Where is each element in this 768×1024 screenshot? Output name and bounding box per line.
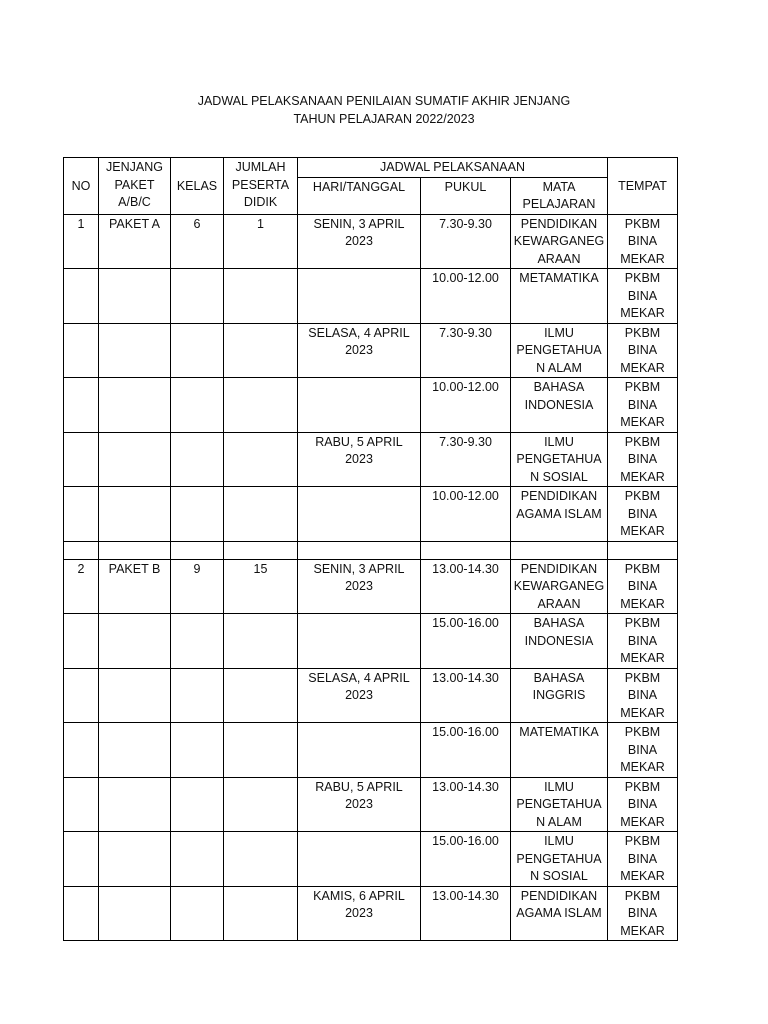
cell-pukul: 15.00-16.00 — [421, 614, 511, 669]
cell-pukul: 13.00-14.30 — [421, 668, 511, 723]
cell-pukul: 15.00-16.00 — [421, 723, 511, 778]
cell-kelas: 9 — [171, 559, 224, 614]
cell-jumlah — [224, 723, 298, 778]
table-row — [64, 886, 678, 941]
table-row — [64, 777, 678, 832]
cell-paket — [99, 378, 171, 433]
document-subtitle: TAHUN PELAJARAN 2022/2023 — [293, 112, 475, 126]
cell-jumlah — [224, 614, 298, 669]
cell-tempat: PKBM BINA MEKAR — [608, 614, 678, 669]
cell-no: 1 — [64, 214, 99, 269]
header-jenjang: JENJANG PAKET A/B/C — [99, 158, 171, 215]
cell-pukul: 7.30-9.30 — [421, 432, 511, 487]
cell-kelas — [171, 723, 224, 778]
cell-pukul: 10.00-12.00 — [421, 378, 511, 433]
cell-tempat: PKBM BINA MEKAR — [608, 777, 678, 832]
table-row — [64, 559, 678, 614]
cell-paket — [99, 832, 171, 887]
table-row — [64, 214, 678, 269]
cell-mapel: PENDIDIKAN KEWARGANEG ARAAN — [511, 214, 608, 269]
cell-hari: RABU, 5 APRIL 2023 — [298, 777, 421, 832]
header-jadwal: JADWAL PELAKSANAAN — [298, 158, 608, 178]
table-row — [64, 487, 678, 542]
cell-no: 2 — [64, 559, 99, 614]
cell-tempat: PKBM BINA MEKAR — [608, 378, 678, 433]
header-kelas: KELAS — [171, 158, 224, 215]
cell-mapel: METAMATIKA — [511, 269, 608, 324]
cell-hari: SELASA, 4 APRIL 2023 — [298, 668, 421, 723]
cell-kelas — [171, 614, 224, 669]
cell-jumlah — [224, 668, 298, 723]
document-title: JADWAL PELAKSANAAN PENILAIAN SUMATIF AKHIR JENJANG — [197, 94, 571, 108]
cell-pukul: 13.00-14.30 — [421, 559, 511, 614]
cell-mapel: PENDIDIKAN KEWARGANEG ARAAN — [511, 559, 608, 614]
cell-kelas — [171, 668, 224, 723]
cell-hari — [298, 378, 421, 433]
cell-mapel: BAHASA INDONESIA — [511, 378, 608, 433]
table-row — [64, 614, 678, 669]
cell-empty — [171, 541, 224, 559]
cell-pukul: 7.30-9.30 — [421, 214, 511, 269]
cell-no — [64, 432, 99, 487]
cell-no — [64, 832, 99, 887]
cell-empty — [421, 541, 511, 559]
cell-no — [64, 378, 99, 433]
cell-hari — [298, 614, 421, 669]
cell-paket — [99, 723, 171, 778]
header-hari: HARI/TANGGAL — [298, 177, 421, 214]
spacer-row — [64, 541, 678, 559]
table-row — [64, 323, 678, 378]
cell-mapel: ILMU PENGETAHUA N ALAM — [511, 777, 608, 832]
cell-no — [64, 886, 99, 941]
cell-hari — [298, 723, 421, 778]
cell-pukul: 10.00-12.00 — [421, 487, 511, 542]
cell-jumlah: 15 — [224, 559, 298, 614]
header-no: NO — [64, 158, 99, 215]
cell-paket: PAKET B — [99, 559, 171, 614]
cell-empty — [511, 541, 608, 559]
cell-paket — [99, 269, 171, 324]
cell-tempat: PKBM BINA MEKAR — [608, 323, 678, 378]
cell-kelas — [171, 432, 224, 487]
cell-jumlah — [224, 378, 298, 433]
cell-no — [64, 777, 99, 832]
header-tempat: TEMPAT — [608, 158, 678, 215]
cell-pukul: 13.00-14.30 — [421, 886, 511, 941]
cell-tempat: PKBM BINA MEKAR — [608, 214, 678, 269]
cell-no — [64, 269, 99, 324]
cell-tempat: PKBM BINA MEKAR — [608, 432, 678, 487]
cell-hari: RABU, 5 APRIL 2023 — [298, 432, 421, 487]
cell-kelas — [171, 777, 224, 832]
cell-jumlah: 1 — [224, 214, 298, 269]
cell-tempat: PKBM BINA MEKAR — [608, 269, 678, 324]
cell-mapel: BAHASA INDONESIA — [511, 614, 608, 669]
cell-empty — [608, 541, 678, 559]
cell-hari: KAMIS, 6 APRIL 2023 — [298, 886, 421, 941]
table-row — [64, 832, 678, 887]
cell-kelas — [171, 323, 224, 378]
cell-hari — [298, 269, 421, 324]
cell-jumlah — [224, 832, 298, 887]
cell-paket — [99, 432, 171, 487]
cell-empty — [99, 541, 171, 559]
cell-kelas — [171, 487, 224, 542]
header-row — [64, 158, 678, 178]
cell-empty — [64, 541, 99, 559]
cell-mapel: PENDIDIKAN AGAMA ISLAM — [511, 886, 608, 941]
cell-pukul: 10.00-12.00 — [421, 269, 511, 324]
header-jumlah: JUMLAH PESERTA DIDIK — [224, 158, 298, 215]
cell-jumlah — [224, 269, 298, 324]
cell-jumlah — [224, 432, 298, 487]
cell-paket — [99, 886, 171, 941]
table-row — [64, 723, 678, 778]
cell-jumlah — [224, 323, 298, 378]
cell-jumlah — [224, 886, 298, 941]
cell-empty — [224, 541, 298, 559]
cell-kelas: 6 — [171, 214, 224, 269]
cell-kelas — [171, 378, 224, 433]
cell-mapel: ILMU PENGETAHUA N SOSIAL — [511, 832, 608, 887]
header-mapel: MATA PELAJARAN — [511, 177, 608, 214]
cell-jumlah — [224, 777, 298, 832]
cell-tempat: PKBM BINA MEKAR — [608, 886, 678, 941]
cell-hari — [298, 487, 421, 542]
table-row — [64, 668, 678, 723]
cell-no — [64, 723, 99, 778]
table-row — [64, 269, 678, 324]
cell-paket: PAKET A — [99, 214, 171, 269]
cell-no — [64, 614, 99, 669]
header-pukul: PUKUL — [421, 177, 511, 214]
cell-pukul: 7.30-9.30 — [421, 323, 511, 378]
schedule-table — [63, 157, 678, 941]
cell-paket — [99, 614, 171, 669]
cell-tempat: PKBM BINA MEKAR — [608, 487, 678, 542]
cell-tempat: PKBM BINA MEKAR — [608, 668, 678, 723]
cell-no — [64, 487, 99, 542]
cell-kelas — [171, 886, 224, 941]
cell-hari: SELASA, 4 APRIL 2023 — [298, 323, 421, 378]
cell-paket — [99, 487, 171, 542]
cell-no — [64, 323, 99, 378]
cell-tempat: PKBM BINA MEKAR — [608, 832, 678, 887]
cell-paket — [99, 668, 171, 723]
cell-tempat: PKBM BINA MEKAR — [608, 723, 678, 778]
cell-kelas — [171, 832, 224, 887]
table-row — [64, 432, 678, 487]
cell-mapel: ILMU PENGETAHUA N ALAM — [511, 323, 608, 378]
cell-pukul: 15.00-16.00 — [421, 832, 511, 887]
cell-hari — [298, 832, 421, 887]
cell-hari: SENIN, 3 APRIL 2023 — [298, 559, 421, 614]
cell-hari: SENIN, 3 APRIL 2023 — [298, 214, 421, 269]
cell-pukul: 13.00-14.30 — [421, 777, 511, 832]
cell-no — [64, 668, 99, 723]
cell-mapel: BAHASA INGGRIS — [511, 668, 608, 723]
table-row — [64, 378, 678, 433]
cell-kelas — [171, 269, 224, 324]
cell-mapel: ILMU PENGETAHUA N SOSIAL — [511, 432, 608, 487]
cell-paket — [99, 323, 171, 378]
cell-mapel: PENDIDIKAN AGAMA ISLAM — [511, 487, 608, 542]
cell-paket — [99, 777, 171, 832]
cell-mapel: MATEMATIKA — [511, 723, 608, 778]
cell-tempat: PKBM BINA MEKAR — [608, 559, 678, 614]
cell-empty — [298, 541, 421, 559]
cell-jumlah — [224, 487, 298, 542]
